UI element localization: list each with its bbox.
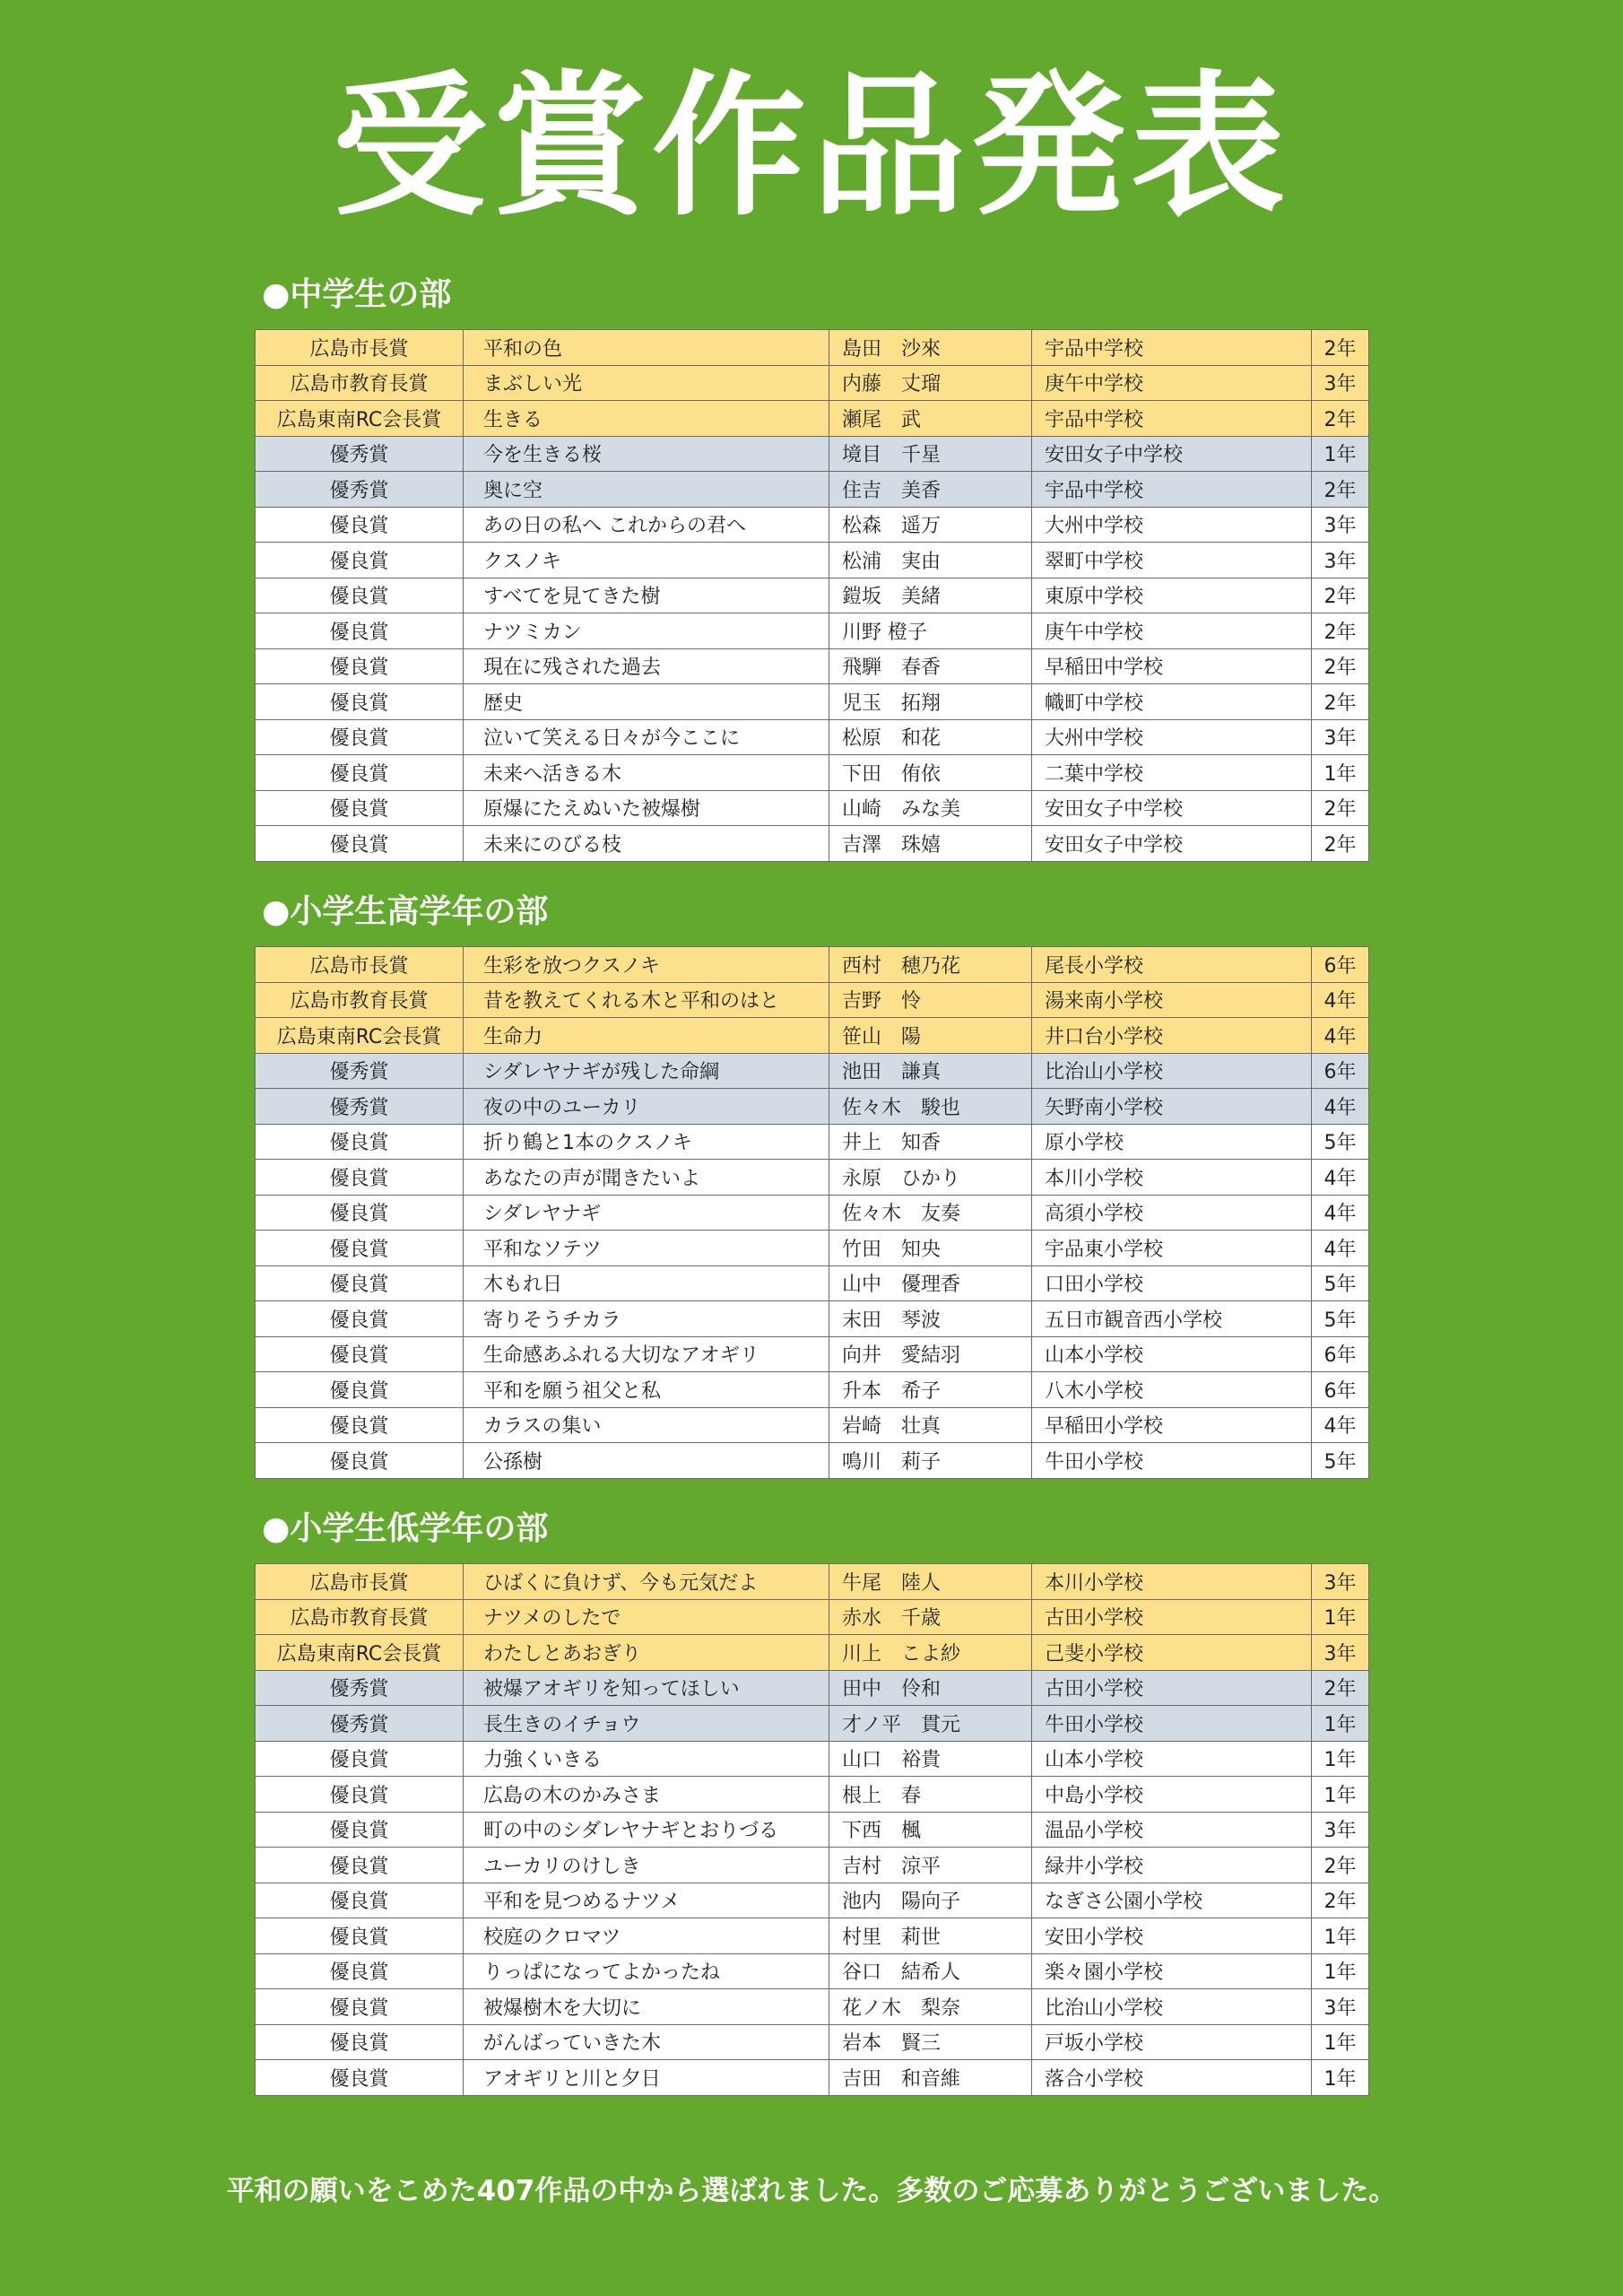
table-row [256,1336,1369,1372]
grade-cell: 1年 [1312,2060,1369,2096]
grade-cell: 3年 [1312,543,1369,578]
student-name-cell: 松浦 実由 [829,543,1032,578]
work-title-cell: 泣いて笑える日々が今ここに [464,719,829,755]
student-name-cell: 島田 沙來 [829,330,1032,366]
school-cell: 湯来南小学校 [1032,982,1312,1018]
student-name-cell: 吉村 涼平 [829,1848,1032,1883]
table-row [256,1018,1369,1054]
grade-cell: 4年 [1312,1195,1369,1231]
student-name-cell: 松原 和花 [829,719,1032,755]
grade-cell: 1年 [1312,1599,1369,1635]
student-name-cell: 山崎 みな美 [829,790,1032,826]
table-row [256,1195,1369,1231]
school-cell: 宇品東小学校 [1032,1231,1312,1266]
grade-cell: 1年 [1312,1706,1369,1742]
work-title-cell: ひばくに負けず、今も元気だよ [464,1564,829,1600]
grade-cell: 4年 [1312,982,1369,1018]
student-name-cell: 笹山 陽 [829,1018,1032,1054]
school-cell: 口田小学校 [1032,1265,1312,1301]
award-cell: 優良賞 [256,1160,464,1196]
section-heading-upper-elementary: ●小学生高学年の部 [262,893,549,930]
grade-cell: 3年 [1312,1564,1369,1600]
award-cell: 優良賞 [256,1989,464,2025]
table-row [256,365,1369,401]
award-cell: 広島市長賞 [256,947,464,983]
table-row [256,719,1369,755]
award-cell: 優良賞 [256,1848,464,1883]
work-title-cell: 校庭のクロマツ [464,1918,829,1954]
award-cell: 広島市長賞 [256,1564,464,1600]
student-name-cell: 境目 千星 [829,436,1032,472]
work-title-cell: 未来へ活きる木 [464,755,829,791]
table-row [256,1407,1369,1443]
work-title-cell: 力強くいきる [464,1741,829,1777]
grade-cell: 3年 [1312,1635,1369,1671]
award-cell: 優良賞 [256,1953,464,1989]
award-cell: 優良賞 [256,790,464,826]
work-title-cell: 夜の中のユーカリ [464,1089,829,1125]
student-name-cell: 内藤 丈瑠 [829,365,1032,401]
table-row [256,826,1369,862]
award-cell: 優良賞 [256,1336,464,1372]
student-name-cell: 鎧坂 美緒 [829,578,1032,613]
table-row [256,1053,1369,1089]
grade-cell: 2年 [1312,578,1369,613]
table-row [256,1124,1369,1160]
table-row [256,982,1369,1018]
school-cell: 古田小学校 [1032,1670,1312,1706]
school-cell: 大州中学校 [1032,719,1312,755]
award-cell: 広島市長賞 [256,330,464,366]
awards-table-upper-elementary [255,946,1369,1479]
grade-cell: 2年 [1312,472,1369,508]
award-cell: 優良賞 [256,613,464,649]
table-row [256,1564,1369,1600]
grade-cell: 2年 [1312,401,1369,437]
table-row [256,1089,1369,1125]
grade-cell: 6年 [1312,1336,1369,1372]
grade-cell: 3年 [1312,1812,1369,1848]
grade-cell: 2年 [1312,648,1369,684]
table-row [256,1989,1369,2025]
student-name-cell: 田中 伶和 [829,1670,1032,1706]
award-cell: 優良賞 [256,507,464,543]
table-row [256,1231,1369,1266]
award-cell: 優良賞 [256,1407,464,1443]
work-title-cell: 平和の色 [464,330,829,366]
student-name-cell: 川上 こよ紗 [829,1635,1032,1671]
award-cell: 優良賞 [256,1777,464,1813]
work-title-cell: 被爆樹木を大切に [464,1989,829,2025]
grade-cell: 1年 [1312,1918,1369,1954]
grade-cell: 1年 [1312,1741,1369,1777]
table-row [256,2024,1369,2060]
work-title-cell: 長生きのイチョウ [464,1706,829,1742]
work-title-cell: 生彩を放つクスノキ [464,947,829,983]
school-cell: なぎさ公園小学校 [1032,1883,1312,1918]
student-name-cell: 永原 ひかり [829,1160,1032,1196]
awards-table-lower-elementary [255,1563,1369,2096]
school-cell: 大州中学校 [1032,507,1312,543]
grade-cell: 2年 [1312,684,1369,720]
award-cell: 優良賞 [256,755,464,791]
school-cell: 安田女子中学校 [1032,436,1312,472]
table-row [256,1372,1369,1408]
student-name-cell: 谷口 結希人 [829,1953,1032,1989]
footer-message: 平和の願いをこめた407作品の中から選ばれました。多数のご応募ありがとうございました。 [226,2175,1397,2207]
awards-table-junior-high [255,329,1369,862]
work-title-cell: 寄りそうチカラ [464,1301,829,1337]
work-title-cell: 昔を教えてくれる木と平和のはと [464,982,829,1018]
award-cell: 優良賞 [256,2060,464,2096]
grade-cell: 2年 [1312,1848,1369,1883]
school-cell: 古田小学校 [1032,1599,1312,1635]
student-name-cell: 牛尾 陸人 [829,1564,1032,1600]
award-cell: 優良賞 [256,543,464,578]
student-name-cell: 吉田 和音維 [829,2060,1032,2096]
school-cell: 東原中学校 [1032,578,1312,613]
table-row [256,613,1369,649]
award-cell: 優秀賞 [256,1089,464,1125]
school-cell: 山本小学校 [1032,1336,1312,1372]
school-cell: 本川小学校 [1032,1564,1312,1600]
grade-cell: 5年 [1312,1265,1369,1301]
table-row [256,1599,1369,1635]
school-cell: 矢野南小学校 [1032,1089,1312,1125]
award-cell: 優良賞 [256,826,464,862]
page-title: 受賞作品発表 [333,57,1290,237]
table-row [256,1918,1369,1954]
award-cell: 優良賞 [256,1124,464,1160]
award-cell: 優秀賞 [256,1053,464,1089]
work-title-cell: 広島の木のかみさま [464,1777,829,1813]
school-cell: 尾長小学校 [1032,947,1312,983]
award-cell: 広島東南RC会長賞 [256,1635,464,1671]
table-row [256,1953,1369,1989]
school-cell: 落合小学校 [1032,2060,1312,2096]
school-cell: 緑井小学校 [1032,1848,1312,1883]
student-name-cell: 赤水 千歳 [829,1599,1032,1635]
award-cell: 優良賞 [256,1883,464,1918]
grade-cell: 4年 [1312,1018,1369,1054]
school-cell: 牛田小学校 [1032,1443,1312,1479]
table-row [256,1741,1369,1777]
student-name-cell: 吉澤 珠嬉 [829,826,1032,862]
grade-cell: 5年 [1312,1443,1369,1479]
school-cell: 本川小学校 [1032,1160,1312,1196]
grade-cell: 4年 [1312,1089,1369,1125]
table-row [256,2060,1369,2096]
student-name-cell: 升本 希子 [829,1372,1032,1408]
table-row [256,401,1369,437]
work-title-cell: ユーカリのけしき [464,1848,829,1883]
student-name-cell: 佐々木 駿也 [829,1089,1032,1125]
section-heading-lower-elementary: ●小学生低学年の部 [262,1510,549,1547]
table-row [256,1883,1369,1918]
grade-cell: 3年 [1312,365,1369,401]
table-row [256,578,1369,613]
section-heading-junior-high: ●中学生の部 [262,276,452,313]
work-title-cell: ナツミカン [464,613,829,649]
grade-cell: 2年 [1312,330,1369,366]
work-title-cell: 公孫樹 [464,1443,829,1479]
table-row [256,1635,1369,1671]
student-name-cell: 吉野 怜 [829,982,1032,1018]
school-cell: 宇品中学校 [1032,401,1312,437]
grade-cell: 2年 [1312,790,1369,826]
table-row [256,1301,1369,1337]
student-name-cell: 山中 優理香 [829,1265,1032,1301]
award-cell: 優良賞 [256,684,464,720]
grade-cell: 6年 [1312,1372,1369,1408]
work-title-cell: りっぱになってよかったね [464,1953,829,1989]
award-cell: 優良賞 [256,1918,464,1954]
table-row [256,472,1369,508]
table-row [256,1848,1369,1883]
school-cell: 宇品中学校 [1032,472,1312,508]
work-title-cell: 生命力 [464,1018,829,1054]
award-cell: 広島市教育長賞 [256,365,464,401]
grade-cell: 1年 [1312,436,1369,472]
grade-cell: 1年 [1312,755,1369,791]
school-cell: 温品小学校 [1032,1812,1312,1848]
work-title-cell: 町の中のシダレヤナギとおりづる [464,1812,829,1848]
work-title-cell: アオギリと川と夕日 [464,2060,829,2096]
school-cell: 安田女子中学校 [1032,790,1312,826]
school-cell: 翠町中学校 [1032,543,1312,578]
award-cell: 優良賞 [256,2024,464,2060]
student-name-cell: 松森 遥万 [829,507,1032,543]
work-title-cell: シダレヤナギが残した命綱 [464,1053,829,1089]
grade-cell: 1年 [1312,1777,1369,1813]
work-title-cell: ナツメのしたで [464,1599,829,1635]
award-cell: 広島市教育長賞 [256,1599,464,1635]
work-title-cell: 折り鶴と1本のクスノキ [464,1124,829,1160]
table-row [256,1670,1369,1706]
school-cell: 安田小学校 [1032,1918,1312,1954]
table-row [256,1265,1369,1301]
student-name-cell: 向井 愛結羽 [829,1336,1032,1372]
student-name-cell: 花ノ木 梨奈 [829,1989,1032,2025]
school-cell: 楽々園小学校 [1032,1953,1312,1989]
school-cell: 中島小学校 [1032,1777,1312,1813]
table-row [256,648,1369,684]
student-name-cell: 末田 琴波 [829,1301,1032,1337]
award-cell: 優良賞 [256,719,464,755]
table-row [256,790,1369,826]
work-title-cell: 木もれ日 [464,1265,829,1301]
award-cell: 優良賞 [256,1231,464,1266]
award-cell: 優秀賞 [256,472,464,508]
grade-cell: 2年 [1312,613,1369,649]
work-title-cell: クスノキ [464,543,829,578]
student-name-cell: 岩崎 壮真 [829,1407,1032,1443]
student-name-cell: 川野 橙子 [829,613,1032,649]
table-row [256,330,1369,366]
school-cell: 二葉中学校 [1032,755,1312,791]
work-title-cell: 生きる [464,401,829,437]
school-cell: 幟町中学校 [1032,684,1312,720]
grade-cell: 5年 [1312,1124,1369,1160]
student-name-cell: 下西 楓 [829,1812,1032,1848]
table-row [256,507,1369,543]
work-title-cell: シダレヤナギ [464,1195,829,1231]
work-title-cell: あなたの声が聞きたいよ [464,1160,829,1196]
award-cell: 広島東南RC会長賞 [256,401,464,437]
student-name-cell: 井上 知香 [829,1124,1032,1160]
work-title-cell: 生命感あふれる大切なアオギリ [464,1336,829,1372]
award-cell: 優良賞 [256,1301,464,1337]
award-cell: 優良賞 [256,1812,464,1848]
student-name-cell: 岩本 賢三 [829,2024,1032,2060]
work-title-cell: 未来にのびる枝 [464,826,829,862]
student-name-cell: 瀬尾 武 [829,401,1032,437]
work-title-cell: 現在に残された過去 [464,648,829,684]
student-name-cell: 根上 春 [829,1777,1032,1813]
student-name-cell: 飛騨 春香 [829,648,1032,684]
grade-cell: 6年 [1312,1053,1369,1089]
student-name-cell: 児玉 拓翔 [829,684,1032,720]
table-row [256,1706,1369,1742]
work-title-cell: 今を生きる桜 [464,436,829,472]
table-row [256,1160,1369,1196]
student-name-cell: 西村 穂乃花 [829,947,1032,983]
table-row [256,1812,1369,1848]
work-title-cell: 奥に空 [464,472,829,508]
grade-cell: 3年 [1312,507,1369,543]
student-name-cell: 鳴川 莉子 [829,1443,1032,1479]
work-title-cell: まぶしい光 [464,365,829,401]
award-cell: 優秀賞 [256,436,464,472]
work-title-cell: わたしとあおぎり [464,1635,829,1671]
award-cell: 優秀賞 [256,1670,464,1706]
grade-cell: 2年 [1312,826,1369,862]
work-title-cell: カラスの集い [464,1407,829,1443]
work-title-cell: がんばっていきた木 [464,2024,829,2060]
award-cell: 優良賞 [256,648,464,684]
award-cell: 優良賞 [256,1443,464,1479]
student-name-cell: 池内 陽向子 [829,1883,1032,1918]
work-title-cell: 歴史 [464,684,829,720]
school-cell: 高須小学校 [1032,1195,1312,1231]
school-cell: 戸坂小学校 [1032,2024,1312,2060]
school-cell: 比治山小学校 [1032,1053,1312,1089]
student-name-cell: 池田 謙真 [829,1053,1032,1089]
award-cell: 広島東南RC会長賞 [256,1018,464,1054]
table-row [256,684,1369,720]
school-cell: 八木小学校 [1032,1372,1312,1408]
school-cell: 己斐小学校 [1032,1635,1312,1671]
work-title-cell: 平和なソテツ [464,1231,829,1266]
grade-cell: 1年 [1312,2024,1369,2060]
award-cell: 優良賞 [256,578,464,613]
grade-cell: 6年 [1312,947,1369,983]
school-cell: 五日市観音西小学校 [1032,1301,1312,1337]
school-cell: 早稲田中学校 [1032,648,1312,684]
grade-cell: 3年 [1312,719,1369,755]
table-row [256,436,1369,472]
grade-cell: 5年 [1312,1301,1369,1337]
grade-cell: 4年 [1312,1231,1369,1266]
award-cell: 優良賞 [256,1372,464,1408]
school-cell: 早稲田小学校 [1032,1407,1312,1443]
student-name-cell: 村里 莉世 [829,1918,1032,1954]
school-cell: 牛田小学校 [1032,1706,1312,1742]
school-cell: 庚午中学校 [1032,365,1312,401]
table-row [256,755,1369,791]
award-cell: 優良賞 [256,1741,464,1777]
student-name-cell: 才ノ平 貫元 [829,1706,1032,1742]
school-cell: 原小学校 [1032,1124,1312,1160]
student-name-cell: 下田 侑依 [829,755,1032,791]
award-cell: 広島市教育長賞 [256,982,464,1018]
student-name-cell: 山口 裕貴 [829,1741,1032,1777]
student-name-cell: 竹田 知央 [829,1231,1032,1266]
grade-cell: 4年 [1312,1160,1369,1196]
award-cell: 優良賞 [256,1195,464,1231]
work-title-cell: すべてを見てきた樹 [464,578,829,613]
work-title-cell: 原爆にたえぬいた被爆樹 [464,790,829,826]
school-cell: 安田女子中学校 [1032,826,1312,862]
work-title-cell: 平和を願う祖父と私 [464,1372,829,1408]
grade-cell: 2年 [1312,1883,1369,1918]
student-name-cell: 佐々木 友奏 [829,1195,1032,1231]
award-cell: 優良賞 [256,1265,464,1301]
work-title-cell: 平和を見つめるナツメ [464,1883,829,1918]
school-cell: 庚午中学校 [1032,613,1312,649]
award-cell: 優秀賞 [256,1706,464,1742]
work-title-cell: 被爆アオギリを知ってほしい [464,1670,829,1706]
table-row [256,543,1369,578]
work-title-cell: あの日の私へ これからの君へ [464,507,829,543]
grade-cell: 1年 [1312,1953,1369,1989]
table-row [256,1777,1369,1813]
school-cell: 山本小学校 [1032,1741,1312,1777]
school-cell: 比治山小学校 [1032,1989,1312,2025]
table-row [256,947,1369,983]
grade-cell: 2年 [1312,1670,1369,1706]
table-row [256,1443,1369,1479]
student-name-cell: 住吉 美香 [829,472,1032,508]
grade-cell: 4年 [1312,1407,1369,1443]
school-cell: 井口台小学校 [1032,1018,1312,1054]
school-cell: 宇品中学校 [1032,330,1312,366]
grade-cell: 3年 [1312,1989,1369,2025]
